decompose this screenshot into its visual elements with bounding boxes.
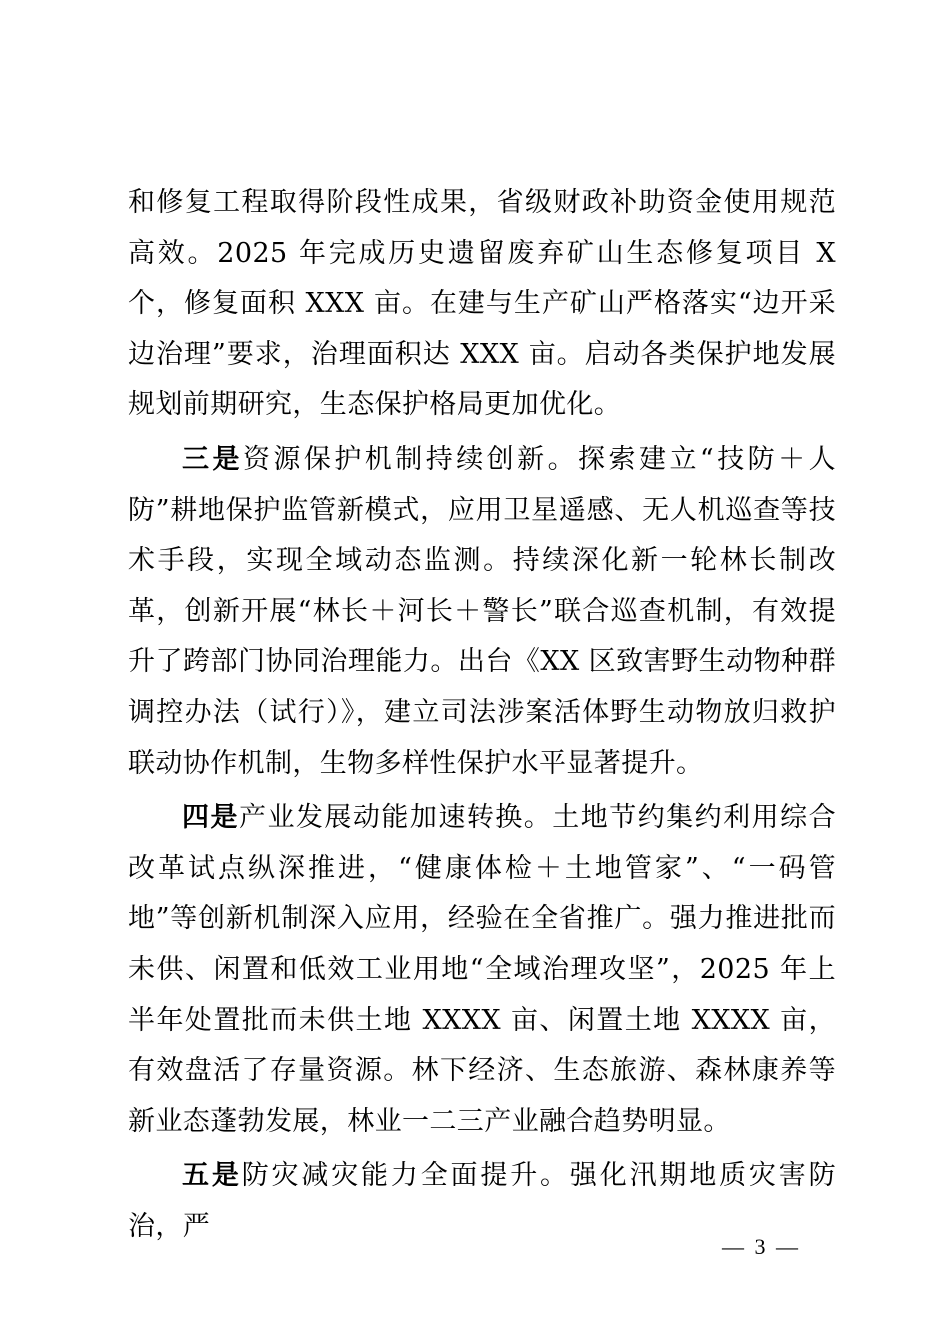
paragraph-text: 资源保护机制持续创新。探索建立“技防＋人防”耕地保护监管新模式，应用卫星遥感、无人机巡查等技术手段，实现全域动态监测。持续深化新一轮林长制改革，创新开展“林长＋河长＋警长”联合巡查机制，有效提升了跨部门协同治理能力。出台《XX 区致害野生动物种群调控办法（试行）》，建立司法涉案活体野生动物放归救护联动协作机制，生物多样性保护水平显著提升。 [128, 443, 836, 779]
paragraph-text: 和修复工程取得阶段性成果，省级财政补助资金使用规范高效。2025 年完成历史遗留废弃矿山生态修复项目 X 个，修复面积 XXX 亩。在建与生产矿山严格落实“边开采边治理”要求，治理面积达 XXX 亩。启动各类保护地发展规划前期研究，生态保护格局更加优化。 [128, 187, 836, 421]
paragraph-lead: 四是 [182, 802, 239, 834]
paragraph-lead: 三是 [182, 443, 243, 475]
paragraph-continuation [128, 178, 836, 431]
paragraph-text: 防灾减灾能力全面提升。强化汛期地质灾害防治，严 [128, 1160, 836, 1242]
paragraph-four [128, 793, 836, 1147]
page-footer [718, 1232, 828, 1262]
page-number: 3 [754, 1234, 766, 1259]
footer-dash-left: — [722, 1234, 744, 1259]
paragraph-text: 产业发展动能加速转换。土地节约集约利用综合改革试点纵深推进，“健康体检＋土地管家”、“一码管地”等创新机制深入应用，经验在全省推广。强力推进批而未供、闲置和低效工业用地“全域治理攻坚”，2025 年上半年处置批而未供土地 XXXX 亩、闲置土地 XXXX 亩，有效盘活了存量资源。林下经济、生态旅游、森林康养等新业态蓬勃发展，林业一二三产业融合趋势明显。 [128, 802, 836, 1137]
paragraph-three [128, 435, 836, 789]
footer-dash-right: — [776, 1234, 798, 1259]
paragraph-lead: 五是 [182, 1160, 242, 1192]
body-text [128, 178, 836, 1252]
